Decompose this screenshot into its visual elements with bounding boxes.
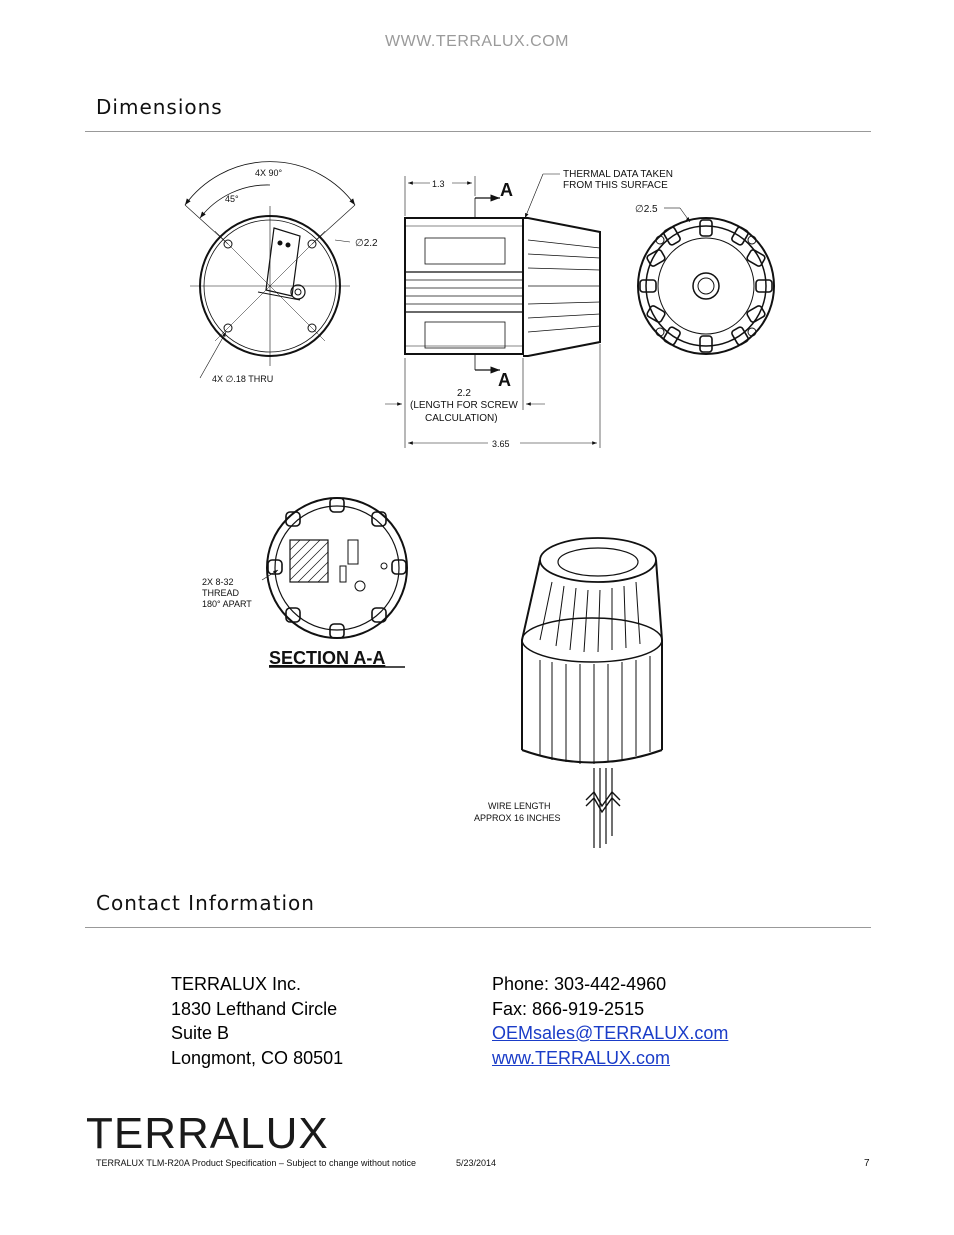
label-section-a-bottom: A xyxy=(498,370,511,390)
footer-date: 5/23/2014 xyxy=(456,1158,497,1168)
fax-number: Fax: 866-919-2515 xyxy=(492,998,645,1019)
page-number: 7 xyxy=(864,1158,870,1169)
email-link[interactable]: OEMsales@TERRALUX.com xyxy=(492,1023,729,1043)
contact-rule xyxy=(85,927,871,928)
footer-doc-text: TERRALUX TLM-R20A Product Specification – Subject to change without notice xyxy=(96,1158,417,1168)
address-line: 1830 Lefthand Circle xyxy=(171,998,338,1019)
address-line: Suite B xyxy=(171,1023,230,1043)
back-view xyxy=(185,162,355,378)
label-screw-2: CALCULATION) xyxy=(425,413,498,424)
header-url: WWW.TERRALUX.COM xyxy=(385,33,569,50)
label-dim-1-3: 1.3 xyxy=(432,179,445,189)
phone-number: Phone: 303-442-4960 xyxy=(492,974,667,994)
label-thermal-2: FROM THIS SURFACE xyxy=(563,180,668,191)
label-wire-1: WIRE LENGTH xyxy=(488,801,551,811)
front-view xyxy=(638,208,774,354)
label-angle-45: 45° xyxy=(225,194,239,204)
label-thread-1: 2X 8-32 xyxy=(202,577,234,587)
contact-heading: Contact Information xyxy=(96,891,315,915)
website-link[interactable]: www.TERRALUX.com xyxy=(492,1047,671,1068)
label-thread-2: THREAD xyxy=(202,588,240,598)
address-line: Longmont, CO 80501 xyxy=(171,1047,344,1068)
label-dim-3-65: 3.65 xyxy=(492,439,510,449)
label-section-a-top: A xyxy=(500,180,513,200)
address-line: TERRALUX Inc. xyxy=(171,974,302,994)
label-thread-3: 180° APART xyxy=(202,599,252,609)
dimensions-heading: Dimensions xyxy=(96,95,223,119)
contact-details xyxy=(492,972,728,1070)
label-thermal-1: THERMAL DATA TAKEN xyxy=(563,169,674,180)
label-section-title: SECTION A-A xyxy=(269,648,386,668)
label-dim-2-2: 2.2 xyxy=(457,388,471,399)
label-thru: 4X ∅.18 THRU xyxy=(212,374,274,384)
label-dia-2-5: ∅2.5 xyxy=(635,204,658,215)
label-wire-2: APPROX 16 INCHES xyxy=(474,813,561,823)
terralux-logo: TERRALUX xyxy=(86,1109,329,1158)
section-a-a-view xyxy=(262,498,407,638)
contact-address xyxy=(171,972,343,1070)
label-angle-4x90: 4X 90° xyxy=(255,168,283,178)
label-screw-1: (LENGTH FOR SCREW xyxy=(410,400,518,411)
label-dia-2-2: ∅2.2 xyxy=(355,238,378,249)
